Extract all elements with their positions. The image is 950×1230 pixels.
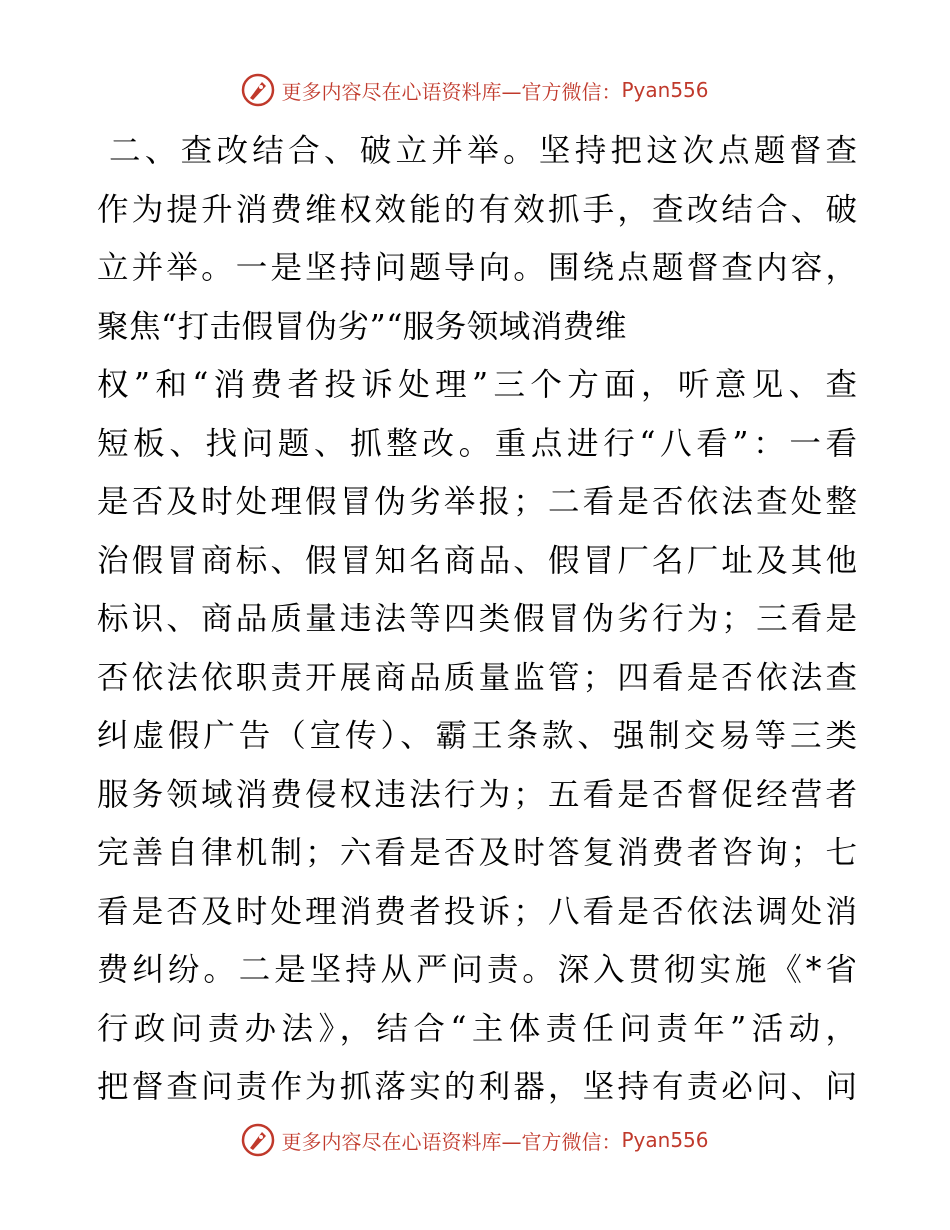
paragraph-line: 把督查问责作为抓落实的利器，坚持有责必问、问 [97,1069,857,1105]
header-banner [0,70,950,110]
paragraph-line: 权”和“消费者投诉处理”三个方面，听意见、查 [97,367,857,403]
paragraph-line: 服务领域消费侵权违法行为；五看是否督促经营者 [97,776,857,813]
banner-text: 更多内容尽在心语资料库—官方微信： [281,1129,622,1154]
paragraph-line: 作为提升消费维权效能的有效抓手，查改结合、破 [97,191,857,228]
paragraph-line: 看是否及时处理消费者投诉；八看是否依法调处消 [97,893,857,930]
paragraph-line: 否依法依职责开展商品质量监管；四看是否依法查 [97,659,857,696]
paragraph-line: 聚焦“打击假冒伪劣”“服务领域消费维 [97,308,627,345]
paragraph-line: 纠虚假广告（宣传）、霸王条款、强制交易等三类 [97,718,857,754]
wechat-id: Pyan556 [621,1128,709,1152]
paragraph-line: 治假冒商标、假冒知名商品、假冒厂名厂址及其他 [97,542,857,579]
paragraph-line: 费纠纷。二是坚持从严问责。深入贯彻实施《*省 [97,952,857,988]
paragraph-line: 是否及时处理假冒伪劣举报；二看是否依法查处整 [97,484,857,520]
paragraph-line: 行政问责办法》，结合“主体责任问责年”活动， [97,1010,857,1047]
document-body [97,122,857,1117]
pen-nib-logo-icon [241,73,275,107]
banner-text: 更多内容尽在心语资料库—官方微信： [281,79,622,104]
footer-banner [0,1120,950,1160]
pen-nib-logo-icon [241,1123,275,1157]
paragraph-line: 短板、找问题、抓整改。重点进行“八看”：一看 [97,425,857,462]
paragraph-line: 标识、商品质量违法等四类假冒伪劣行为；三看是 [97,601,857,637]
paragraph-line: 二、查改结合、破立并举。坚持把这次点题督查 [109,133,857,169]
paragraph-line: 立并举。一是坚持问题导向。围绕点题督查内容， [97,250,857,286]
wechat-id: Pyan556 [621,78,709,102]
paragraph-line: 完善自律机制；六看是否及时答复消费者咨询；七 [97,835,857,871]
